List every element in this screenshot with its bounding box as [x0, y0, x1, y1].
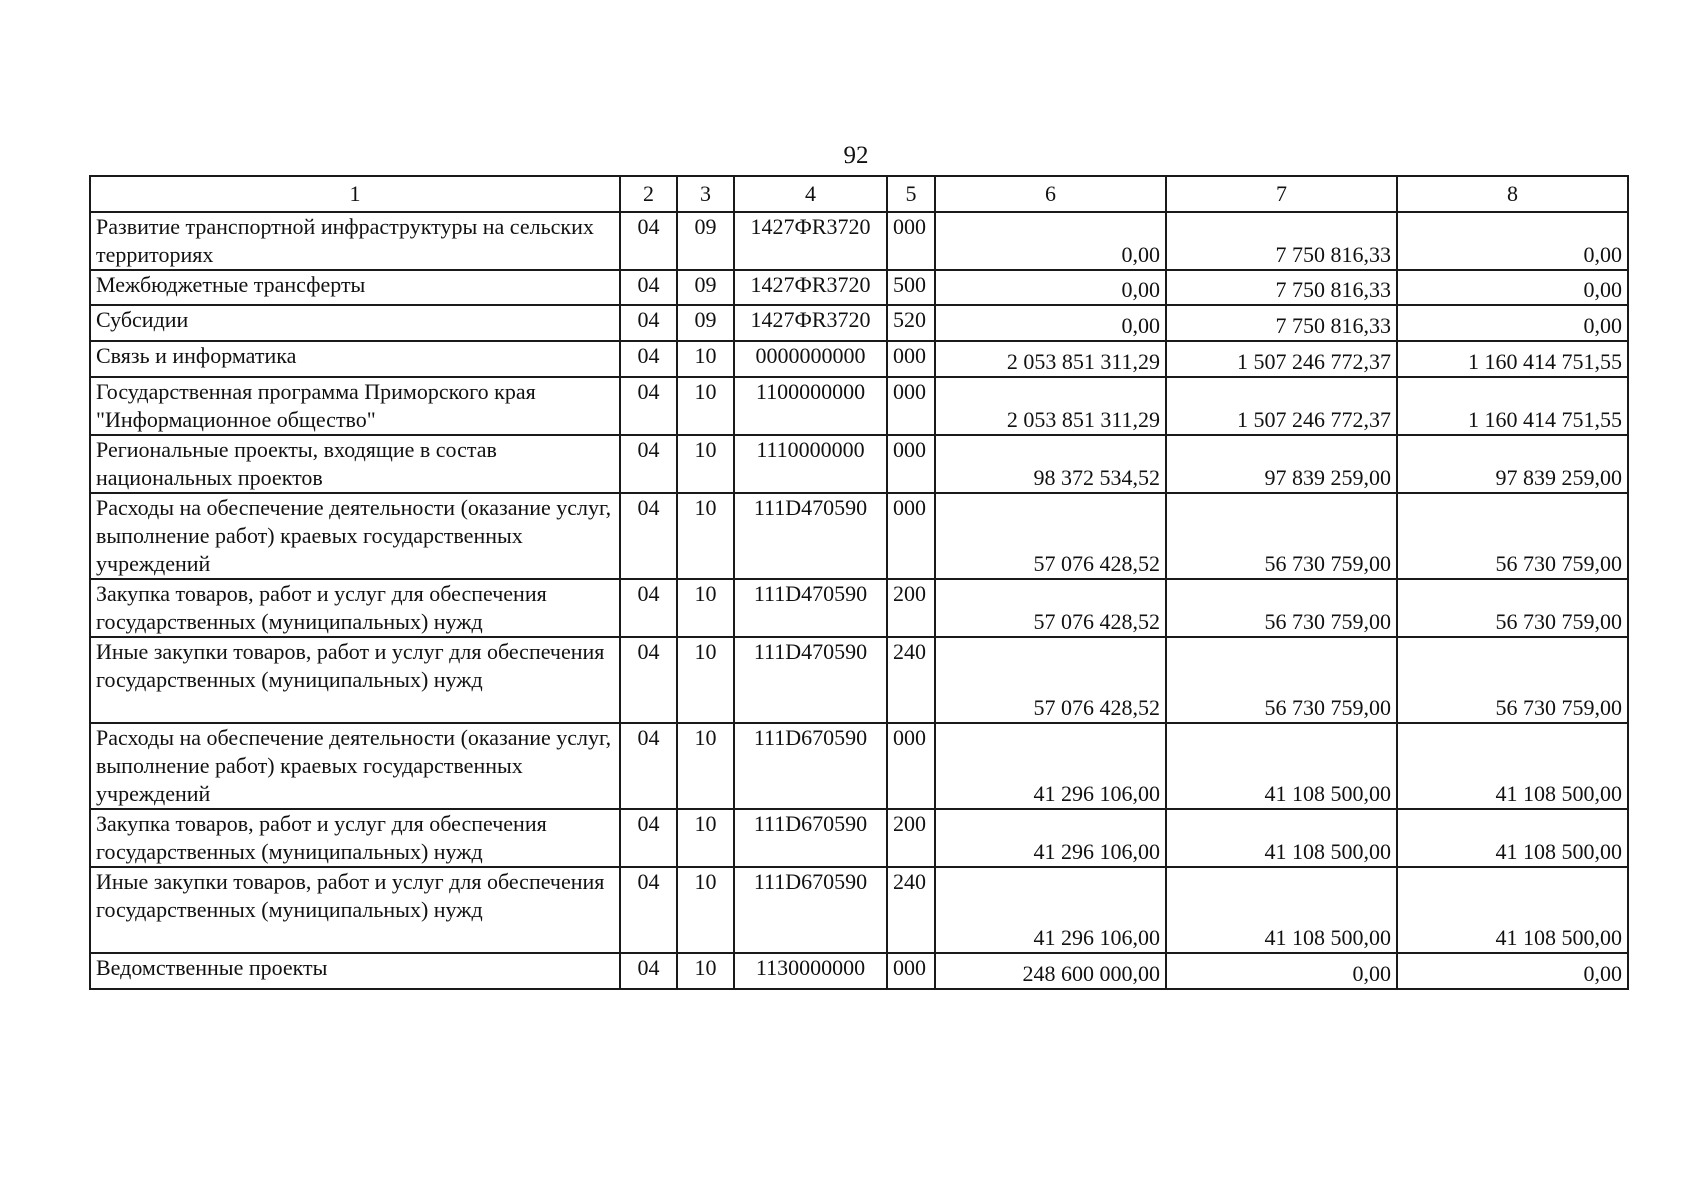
- row-section: 04: [620, 270, 677, 305]
- table-row: [90, 867, 1628, 953]
- row-target-code: 1427ФR3720: [734, 212, 887, 270]
- column-header: 7: [1166, 176, 1397, 212]
- row-expense-type: 000: [887, 493, 935, 579]
- row-amount-6: 0,00: [935, 270, 1166, 305]
- row-amount-8: 56 730 759,00: [1397, 637, 1628, 723]
- row-section: 04: [620, 637, 677, 723]
- row-subsection: 10: [677, 867, 734, 953]
- row-name: Субсидии: [90, 305, 620, 341]
- row-expense-type: 000: [887, 435, 935, 493]
- row-amount-8: 1 160 414 751,55: [1397, 377, 1628, 435]
- row-amount-8: 1 160 414 751,55: [1397, 341, 1628, 377]
- row-amount-7: 7 750 816,33: [1166, 270, 1397, 305]
- row-section: 04: [620, 377, 677, 435]
- row-target-code: 111D670590: [734, 867, 887, 953]
- row-amount-7: 56 730 759,00: [1166, 637, 1397, 723]
- row-expense-type: 000: [887, 723, 935, 809]
- row-target-code: 111D470590: [734, 579, 887, 637]
- row-amount-8: 0,00: [1397, 270, 1628, 305]
- row-amount-6: 248 600 000,00: [935, 953, 1166, 989]
- row-name: Ведомственные проекты: [90, 953, 620, 989]
- table-row: [90, 341, 1628, 377]
- row-name: Межбюджетные трансферты: [90, 270, 620, 305]
- row-expense-type: 240: [887, 867, 935, 953]
- row-expense-type: 000: [887, 953, 935, 989]
- header-row: [90, 176, 1628, 212]
- row-target-code: 1100000000: [734, 377, 887, 435]
- row-subsection: 10: [677, 723, 734, 809]
- row-subsection: 10: [677, 341, 734, 377]
- row-expense-type: 000: [887, 212, 935, 270]
- row-name: Иные закупки товаров, работ и услуг для обеспечения государственных (муниципальных) нужд: [90, 867, 620, 953]
- row-expense-type: 000: [887, 341, 935, 377]
- row-amount-7: 7 750 816,33: [1166, 305, 1397, 341]
- row-target-code: 111D670590: [734, 809, 887, 867]
- row-target-code: 111D670590: [734, 723, 887, 809]
- row-amount-8: 41 108 500,00: [1397, 867, 1628, 953]
- row-expense-type: 520: [887, 305, 935, 341]
- row-amount-8: 41 108 500,00: [1397, 809, 1628, 867]
- row-expense-type: 000: [887, 377, 935, 435]
- row-amount-6: 2 053 851 311,29: [935, 341, 1166, 377]
- row-subsection: 10: [677, 953, 734, 989]
- row-amount-7: 41 108 500,00: [1166, 723, 1397, 809]
- row-amount-6: 0,00: [935, 212, 1166, 270]
- row-name: Региональные проекты, входящие в состав национальных проектов: [90, 435, 620, 493]
- row-name: Развитие транспортной инфраструктуры на сельских территориях: [90, 212, 620, 270]
- column-header: 4: [734, 176, 887, 212]
- row-subsection: 10: [677, 637, 734, 723]
- row-section: 04: [620, 809, 677, 867]
- table-row: [90, 377, 1628, 435]
- table-row: [90, 493, 1628, 579]
- row-target-code: 111D470590: [734, 637, 887, 723]
- row-name: Закупка товаров, работ и услуг для обеспечения государственных (муниципальных) нужд: [90, 809, 620, 867]
- column-header: 6: [935, 176, 1166, 212]
- row-expense-type: 200: [887, 579, 935, 637]
- row-target-code: 1427ФR3720: [734, 270, 887, 305]
- row-amount-7: 1 507 246 772,37: [1166, 377, 1397, 435]
- row-expense-type: 240: [887, 637, 935, 723]
- row-subsection: 09: [677, 212, 734, 270]
- page-number: 92: [843, 142, 869, 169]
- row-amount-7: 56 730 759,00: [1166, 493, 1397, 579]
- row-amount-7: 41 108 500,00: [1166, 809, 1397, 867]
- row-section: 04: [620, 867, 677, 953]
- row-amount-6: 98 372 534,52: [935, 435, 1166, 493]
- row-amount-6: 57 076 428,52: [935, 493, 1166, 579]
- row-subsection: 10: [677, 377, 734, 435]
- row-section: 04: [620, 305, 677, 341]
- row-amount-6: 2 053 851 311,29: [935, 377, 1166, 435]
- row-amount-7: 1 507 246 772,37: [1166, 341, 1397, 377]
- row-section: 04: [620, 212, 677, 270]
- row-amount-7: 56 730 759,00: [1166, 579, 1397, 637]
- table-row: [90, 723, 1628, 809]
- row-amount-7: 0,00: [1166, 953, 1397, 989]
- row-amount-6: 41 296 106,00: [935, 867, 1166, 953]
- column-header: 2: [620, 176, 677, 212]
- row-target-code: 0000000000: [734, 341, 887, 377]
- row-name: Расходы на обеспечение деятельности (оказание услуг, выполнение работ) краевых государственных учреждений: [90, 723, 620, 809]
- table-row: [90, 435, 1628, 493]
- table-row: [90, 637, 1628, 723]
- table-row: [90, 270, 1628, 305]
- row-subsection: 09: [677, 270, 734, 305]
- row-amount-8: 0,00: [1397, 212, 1628, 270]
- row-section: 04: [620, 723, 677, 809]
- row-subsection: 10: [677, 435, 734, 493]
- row-name: Закупка товаров, работ и услуг для обеспечения государственных (муниципальных) нужд: [90, 579, 620, 637]
- row-amount-8: 56 730 759,00: [1397, 493, 1628, 579]
- row-section: 04: [620, 341, 677, 377]
- row-amount-6: 41 296 106,00: [935, 809, 1166, 867]
- row-amount-6: 57 076 428,52: [935, 637, 1166, 723]
- row-section: 04: [620, 435, 677, 493]
- row-target-code: 1427ФR3720: [734, 305, 887, 341]
- row-amount-8: 97 839 259,00: [1397, 435, 1628, 493]
- row-amount-7: 41 108 500,00: [1166, 867, 1397, 953]
- row-subsection: 10: [677, 809, 734, 867]
- row-target-code: 1110000000: [734, 435, 887, 493]
- table-row: [90, 579, 1628, 637]
- column-header: 5: [887, 176, 935, 212]
- row-amount-8: 56 730 759,00: [1397, 579, 1628, 637]
- column-header: 3: [677, 176, 734, 212]
- row-expense-type: 200: [887, 809, 935, 867]
- row-section: 04: [620, 953, 677, 989]
- budget-table: [89, 175, 1629, 990]
- row-section: 04: [620, 493, 677, 579]
- row-amount-7: 97 839 259,00: [1166, 435, 1397, 493]
- column-header: 8: [1397, 176, 1628, 212]
- row-amount-6: 57 076 428,52: [935, 579, 1166, 637]
- row-name: Государственная программа Приморского края "Информационное общество": [90, 377, 620, 435]
- row-name: Расходы на обеспечение деятельности (оказание услуг, выполнение работ) краевых государственных учреждений: [90, 493, 620, 579]
- row-subsection: 09: [677, 305, 734, 341]
- row-amount-8: 0,00: [1397, 305, 1628, 341]
- table-row: [90, 305, 1628, 341]
- row-amount-8: 41 108 500,00: [1397, 723, 1628, 809]
- row-subsection: 10: [677, 493, 734, 579]
- row-target-code: 111D470590: [734, 493, 887, 579]
- column-header: 1: [90, 176, 620, 212]
- table-row: [90, 953, 1628, 989]
- row-subsection: 10: [677, 579, 734, 637]
- row-target-code: 1130000000: [734, 953, 887, 989]
- table-row: [90, 809, 1628, 867]
- row-amount-6: 0,00: [935, 305, 1166, 341]
- row-expense-type: 500: [887, 270, 935, 305]
- row-amount-8: 0,00: [1397, 953, 1628, 989]
- table-row: [90, 212, 1628, 270]
- row-amount-7: 7 750 816,33: [1166, 212, 1397, 270]
- row-section: 04: [620, 579, 677, 637]
- row-name: Иные закупки товаров, работ и услуг для обеспечения государственных (муниципальных) нужд: [90, 637, 620, 723]
- row-amount-6: 41 296 106,00: [935, 723, 1166, 809]
- row-name: Связь и информатика: [90, 341, 620, 377]
